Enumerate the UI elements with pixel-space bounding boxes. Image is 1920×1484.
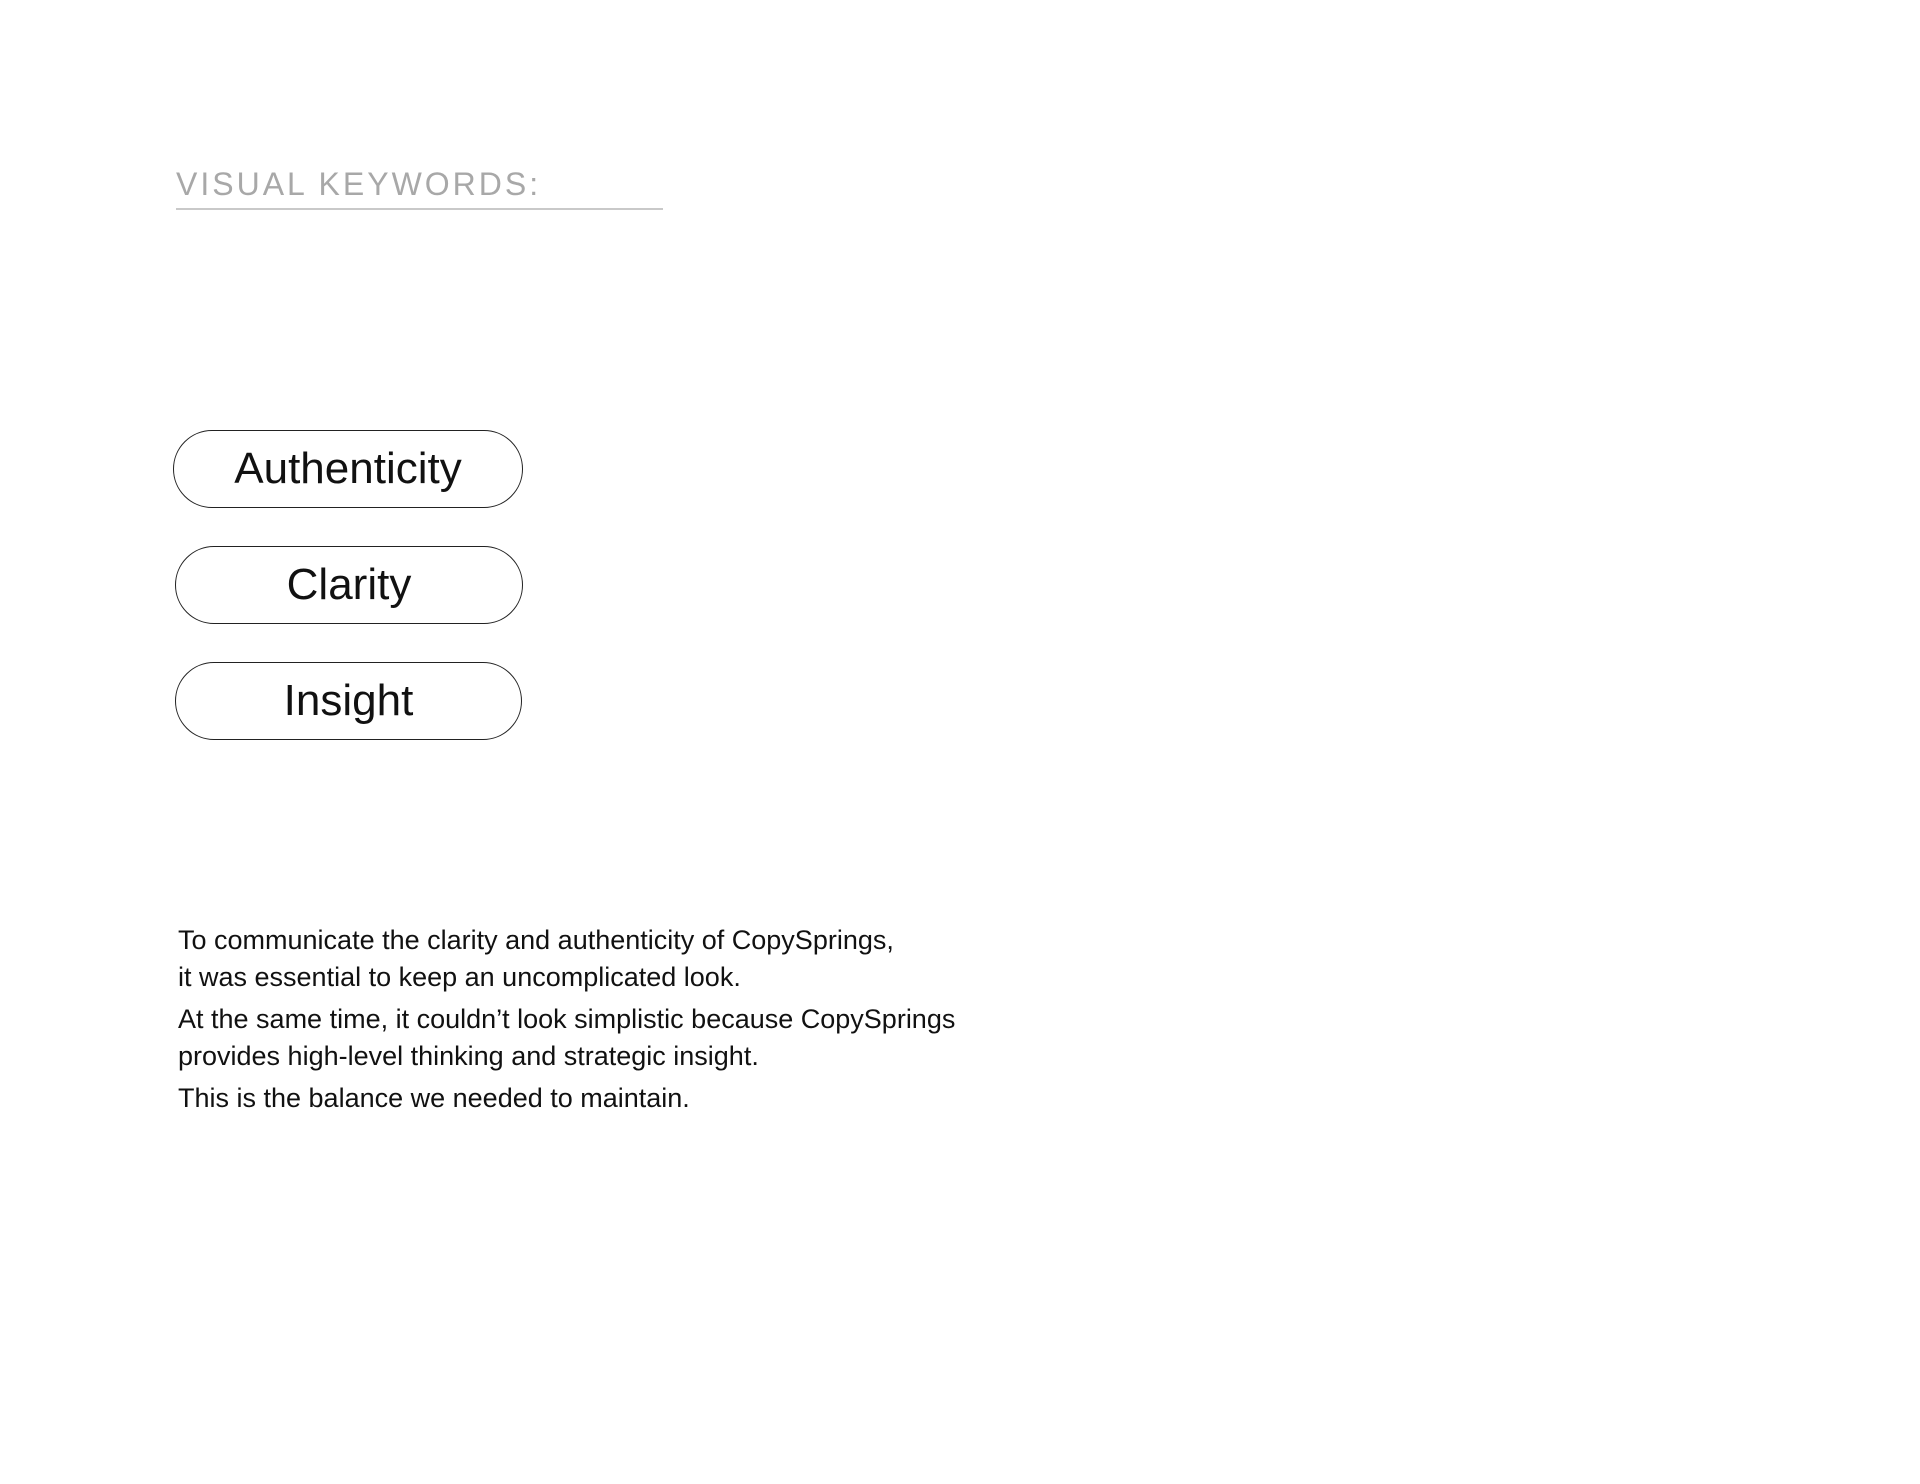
- text-line: provides high-level thinking and strategic insight.: [178, 1041, 759, 1071]
- keyword-label: Clarity: [286, 560, 412, 609]
- keyword-label: Authenticity: [234, 444, 462, 493]
- keyword-pill-authenticity: [173, 430, 523, 508]
- text-line: This is the balance we needed to maintain.: [178, 1083, 690, 1113]
- section-heading-block: [176, 164, 663, 210]
- paragraph: [178, 922, 1078, 996]
- section-heading: VISUAL KEYWORDS:: [176, 166, 542, 202]
- keyword-pill-clarity: [175, 546, 523, 624]
- description-text: [178, 922, 1078, 1122]
- keyword-pill-insight: [175, 662, 522, 740]
- keyword-label: Insight: [283, 676, 414, 725]
- text-line: To communicate the clarity and authenticity of CopySprings,: [178, 925, 894, 955]
- paragraph: [178, 1001, 1078, 1075]
- text-line: it was essential to keep an uncomplicated look.: [178, 962, 741, 992]
- paragraph: [178, 1080, 1078, 1117]
- text-line: At the same time, it couldn’t look simplistic because CopySprings: [178, 1004, 956, 1034]
